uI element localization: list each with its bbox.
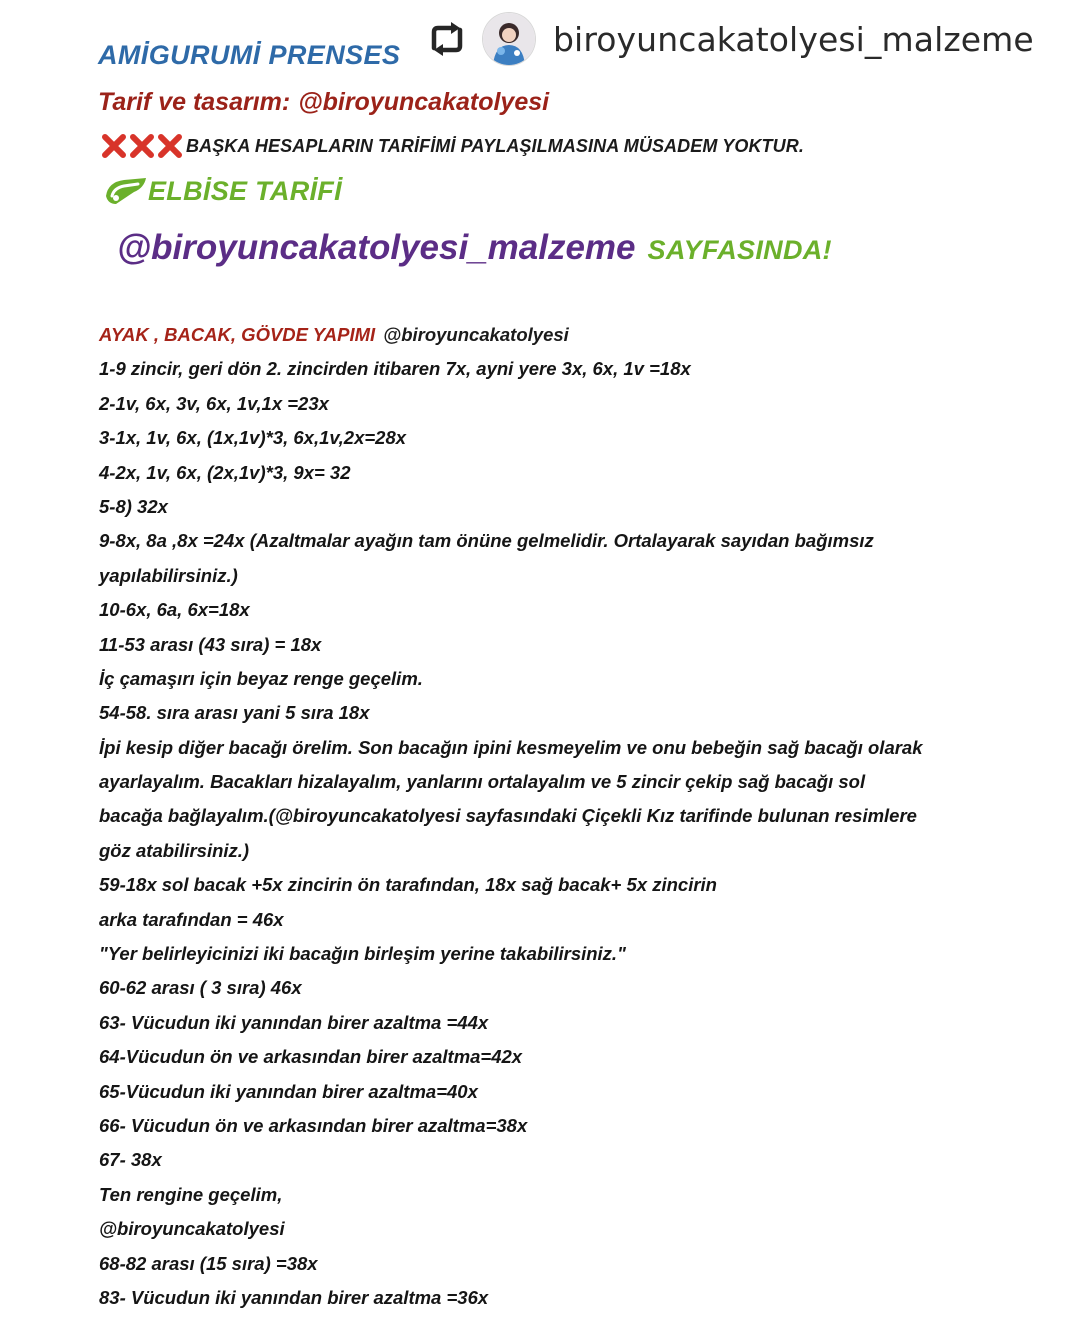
instruction-line: İç çamaşırı için beyaz renge geçelim. — [99, 667, 423, 689]
page-reference — [117, 228, 832, 268]
instruction-line: 54-58. sıra arası yani 5 sıra 18x — [99, 702, 370, 724]
instruction-line: 64-Vücudun ön ve arkasından birer azaltma=42x — [99, 1046, 523, 1068]
credit-line — [98, 88, 549, 117]
cross-mark-icon — [156, 132, 184, 160]
repost-icon[interactable] — [425, 17, 469, 61]
instruction-line: 9-8x, 8a ,8x =24x (Azaltmalar ayağın tam önüne gelmelidir. Ortalayarak sayıdan bağımsız — [99, 530, 874, 552]
instruction-line: ayarlayalım. Bacakları hizalayalım, yanlarını ortalayalım ve 5 zincir çekip sağ bacağı sol — [99, 771, 866, 793]
instructions-block — [99, 318, 979, 1315]
instruction-line: "Yer belirleyicinizi iki bacağın birleşim yerine takabilirsiniz." — [99, 943, 626, 965]
instruction-line: 1-9 zincir, geri dön 2. zincirden itibaren 7x, ayni yere 3x, 6x, 1v =18x — [99, 358, 691, 380]
instruction-line: 4-2x, 1v, 6x, (2x,1v)*3, 9x= 32 — [99, 461, 351, 483]
instruction-line: 63- Vücudun iki yanından birer azaltma =44x — [99, 1011, 489, 1033]
section-label: AYAK , BACAK, GÖVDE YAPIMI — [99, 324, 376, 345]
page-handle: @biroyuncakatolyesi_malzeme — [117, 228, 636, 267]
instruction-line: bacağa bağlayalım.(@biroyuncakatolyesi sayfasındaki Çiçekli Kız tarifinde bulunan resimlere — [99, 805, 917, 827]
repost-username[interactable]: biroyuncakatolyesi_malzeme — [553, 19, 1034, 59]
instruction-line: 3-1x, 1v, 6x, (1x,1v)*3, 6x,1v,2x=28x — [99, 427, 407, 449]
instruction-line: 5-8) 32x — [99, 495, 168, 517]
instruction-line: 68-82 arası (15 sıra) =38x — [99, 1252, 318, 1274]
warning-text: BAŞKA HESAPLARIN TARİFİMİ PAYLAŞILMASINA MÜSADEM YOKTUR. — [186, 135, 804, 156]
instruction-line: arka tarafından = 46x — [99, 908, 284, 930]
avatar[interactable] — [483, 13, 535, 65]
instruction-line: Ten rengine geçelim, — [99, 1183, 283, 1205]
section-heading — [99, 318, 979, 352]
instruction-line: @biroyuncakatolyesi — [99, 1218, 285, 1240]
cross-mark-icon — [128, 132, 156, 160]
section-handle: @biroyuncakatolyesi — [383, 324, 569, 345]
dress-recipe-line — [104, 174, 342, 208]
instruction-line: 83- Vücudun iki yanından birer azaltma =36x — [99, 1286, 489, 1308]
dress-title: ELBİSE TARİFİ — [148, 175, 342, 206]
dress-icon — [104, 174, 148, 208]
page-suffix: SAYFASINDA! — [647, 235, 832, 265]
instruction-line: 67- 38x — [99, 1149, 162, 1171]
warning-line — [100, 132, 804, 160]
instruction-line: 65-Vücudun iki yanından birer azaltma=40x — [99, 1080, 478, 1102]
instruction-line: yapılabilirsiniz.) — [99, 564, 238, 586]
cross-mark-icon — [100, 132, 128, 160]
instruction-line: 59-18x sol bacak +5x zincirin ön tarafından, 18x sağ bacak+ 5x zincirin — [99, 874, 717, 896]
instruction-line: 10-6x, 6a, 6x=18x — [99, 599, 250, 621]
instruction-line: 2-1v, 6x, 3v, 6x, 1v,1x =23x — [99, 392, 329, 414]
instruction-line: göz atabilirsiniz.) — [99, 839, 250, 861]
instruction-line: İpi kesip diğer bacağı örelim. Son bacağın ipini kesmeyelim ve onu bebeğin sağ bacağı olarak — [99, 736, 923, 758]
instruction-line: 66- Vücudun ön ve arkasından birer azaltma=38x — [99, 1114, 528, 1136]
repost-header — [425, 8, 1034, 70]
credit-handle: @biroyuncakatolyesi — [298, 88, 550, 116]
credit-label: Tarif ve tasarım: — [98, 88, 291, 116]
page-title: AMİGURUMİ PRENSES — [98, 40, 401, 70]
cross-mark-icons — [100, 132, 184, 160]
instruction-line: 60-62 arası ( 3 sıra) 46x — [99, 977, 302, 999]
instruction-line: 11-53 arası (43 sıra) = 18x — [99, 633, 322, 655]
